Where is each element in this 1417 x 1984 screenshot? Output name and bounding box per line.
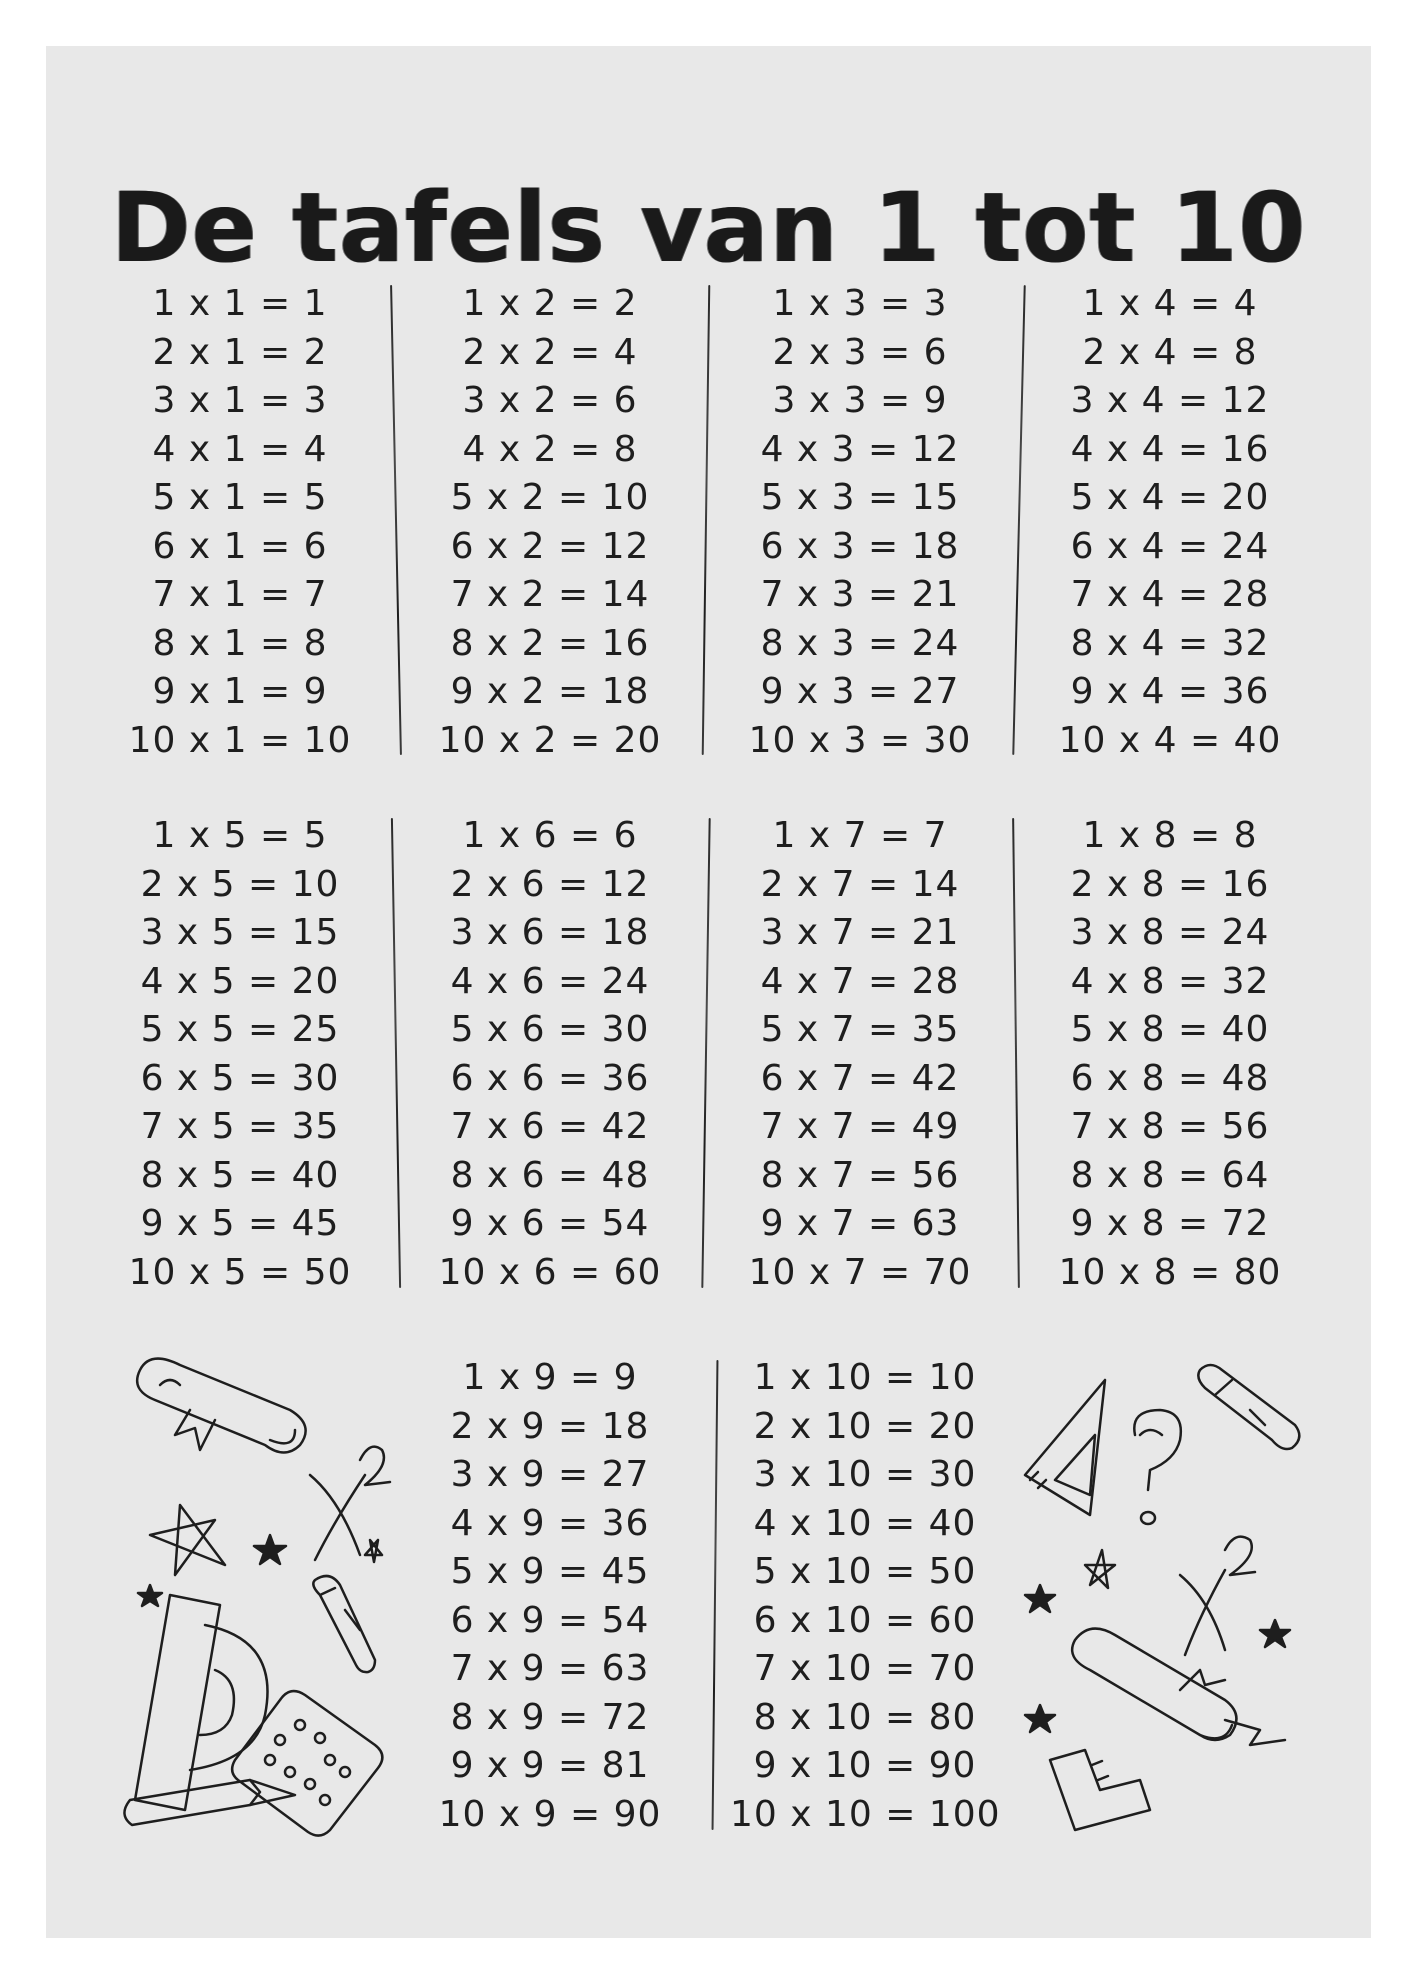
table-row: 1 x 7 = 7 — [772, 815, 948, 856]
table-row: 7 x 2 = 14 — [450, 574, 650, 615]
table-6 — [420, 812, 680, 1297]
table-row: 10 x 2 = 20 — [438, 719, 662, 761]
table-row: 9 x 1 = 9 — [152, 671, 328, 712]
set-square-icon — [1025, 1380, 1105, 1515]
table-row: 4 x 1 = 4 — [152, 428, 328, 470]
x-squared-icon — [1180, 1537, 1255, 1655]
table-row: 5 x 2 = 10 — [450, 477, 650, 518]
table-row: 3 x 6 = 18 — [450, 912, 650, 953]
table-row: 7 x 4 = 28 — [1070, 574, 1270, 615]
table-row: 4 x 5 = 20 — [140, 960, 340, 1002]
table-row: 4 x 3 = 12 — [760, 428, 960, 470]
table-row: 7 x 3 = 21 — [760, 574, 960, 615]
pen-icon — [1198, 1365, 1299, 1449]
table-row: 10 x 9 = 90 — [438, 1793, 662, 1835]
table-row: 1 x 6 = 6 — [462, 815, 638, 856]
table-row: 4 x 9 = 36 — [450, 1502, 650, 1544]
table-row: 5 x 3 = 15 — [760, 477, 960, 518]
table-row: 4 x 4 = 16 — [1070, 428, 1270, 470]
table-row: 2 x 9 = 18 — [450, 1405, 650, 1447]
scroll-icon — [1072, 1629, 1285, 1745]
table-row: 6 x 3 = 18 — [760, 525, 960, 567]
table-8 — [1040, 812, 1300, 1297]
table-row: 1 x 2 = 2 — [462, 283, 638, 324]
table-row: 8 x 9 = 72 — [450, 1696, 650, 1738]
ruler-icon — [1050, 1750, 1150, 1830]
table-row: 7 x 8 = 56 — [1070, 1106, 1270, 1147]
table-row: 6 x 6 = 36 — [450, 1057, 650, 1099]
table-row: 2 x 7 = 14 — [760, 863, 960, 905]
table-row: 6 x 10 = 60 — [753, 1599, 977, 1641]
table-1 — [110, 280, 370, 765]
table-row: 10 x 10 = 100 — [730, 1793, 1001, 1835]
table-row: 3 x 9 = 27 — [450, 1454, 650, 1495]
table-row: 3 x 2 = 6 — [462, 380, 638, 421]
table-row: 10 x 1 = 10 — [128, 719, 352, 761]
table-row: 6 x 5 = 30 — [140, 1057, 340, 1099]
table-row: 7 x 5 = 35 — [140, 1106, 340, 1147]
table-row: 6 x 9 = 54 — [450, 1599, 650, 1641]
table-row: 1 x 9 = 9 — [462, 1357, 638, 1398]
table-row: 5 x 9 = 45 — [450, 1551, 650, 1592]
table-row: 10 x 6 = 60 — [438, 1251, 662, 1293]
table-row: 9 x 2 = 18 — [450, 671, 650, 712]
table-row: 10 x 8 = 80 — [1058, 1251, 1282, 1293]
table-row: 8 x 7 = 56 — [760, 1154, 960, 1196]
table-row: 1 x 8 = 8 — [1082, 815, 1258, 856]
table-row: 4 x 8 = 32 — [1070, 960, 1270, 1002]
table-row: 7 x 1 = 7 — [152, 574, 328, 615]
table-row: 7 x 10 = 70 — [753, 1648, 977, 1689]
table-row: 6 x 1 = 6 — [152, 525, 328, 567]
table-row: 3 x 7 = 21 — [760, 912, 960, 953]
table-row: 3 x 1 = 3 — [152, 380, 328, 421]
scroll-icon — [137, 1359, 305, 1453]
table-row: 3 x 4 = 12 — [1070, 380, 1270, 421]
star-outline-icon — [1085, 1550, 1115, 1588]
table-row: 6 x 4 = 24 — [1070, 525, 1270, 567]
page-title: De tafels van 1 tot 10 — [110, 172, 1307, 284]
table-row: 1 x 1 = 1 — [152, 283, 328, 324]
doodles-left — [120, 1340, 420, 1840]
table-row: 7 x 9 = 63 — [450, 1648, 650, 1689]
table-row: 8 x 10 = 80 — [753, 1696, 977, 1738]
table-row: 3 x 3 = 9 — [772, 380, 948, 421]
calculator-icon — [232, 1691, 382, 1836]
table-row: 9 x 6 = 54 — [450, 1203, 650, 1244]
star-outline-icon — [150, 1505, 225, 1575]
table-row: 5 x 8 = 40 — [1070, 1009, 1270, 1050]
table-row: 9 x 5 = 45 — [140, 1203, 340, 1244]
table-row: 5 x 4 = 20 — [1070, 477, 1270, 518]
table-9 — [420, 1354, 680, 1839]
table-row: 9 x 4 = 36 — [1070, 671, 1270, 712]
star-outline-icon — [365, 1540, 382, 1562]
table-row: 3 x 10 = 30 — [753, 1454, 977, 1495]
table-row: 4 x 7 = 28 — [760, 960, 960, 1002]
table-row: 2 x 5 = 10 — [140, 863, 340, 905]
table-row: 1 x 4 = 4 — [1082, 283, 1258, 324]
table-3 — [730, 280, 990, 765]
table-7 — [730, 812, 990, 1297]
table-row: 6 x 8 = 48 — [1070, 1057, 1270, 1099]
table-row: 5 x 10 = 50 — [753, 1551, 977, 1592]
question-mark-icon — [1134, 1410, 1181, 1524]
table-row: 9 x 7 = 63 — [760, 1203, 960, 1244]
table-row: 10 x 4 = 40 — [1058, 719, 1282, 761]
table-2 — [420, 280, 680, 765]
table-row: 6 x 2 = 12 — [450, 525, 650, 567]
table-row: 1 x 5 = 5 — [152, 815, 328, 856]
table-row: 8 x 6 = 48 — [450, 1154, 650, 1196]
table-row: 8 x 5 = 40 — [140, 1154, 340, 1196]
table-row: 2 x 4 = 8 — [1082, 331, 1258, 373]
table-row: 9 x 3 = 27 — [760, 671, 960, 712]
table-row: 4 x 2 = 8 — [462, 428, 638, 470]
table-row: 8 x 2 = 16 — [450, 622, 650, 664]
table-row: 9 x 8 = 72 — [1070, 1203, 1270, 1244]
table-row: 8 x 1 = 8 — [152, 622, 328, 664]
table-row: 10 x 5 = 50 — [128, 1251, 352, 1293]
table-row: 8 x 4 = 32 — [1070, 622, 1270, 664]
pen-icon — [313, 1576, 375, 1672]
table-row: 10 x 3 = 30 — [748, 719, 972, 761]
table-row: 2 x 2 = 4 — [462, 331, 638, 373]
table-row: 10 x 7 = 70 — [748, 1251, 972, 1293]
table-row: 2 x 6 = 12 — [450, 863, 650, 905]
protractor-icon — [135, 1595, 268, 1810]
table-row: 9 x 9 = 81 — [450, 1745, 650, 1786]
table-5 — [110, 812, 370, 1297]
table-row: 2 x 3 = 6 — [772, 331, 948, 373]
table-row: 4 x 6 = 24 — [450, 960, 650, 1002]
table-row: 5 x 7 = 35 — [760, 1009, 960, 1050]
table-row: 7 x 7 = 49 — [760, 1106, 960, 1147]
table-row: 3 x 5 = 15 — [140, 912, 340, 953]
table-4 — [1040, 280, 1300, 765]
table-row: 2 x 1 = 2 — [152, 331, 328, 373]
table-row: 7 x 6 = 42 — [450, 1106, 650, 1147]
table-row: 1 x 3 = 3 — [772, 283, 948, 324]
doodles-right — [1010, 1340, 1310, 1840]
table-row: 6 x 7 = 42 — [760, 1057, 960, 1099]
table-row: 3 x 8 = 24 — [1070, 912, 1270, 953]
table-10 — [730, 1354, 1000, 1839]
table-row: 5 x 1 = 5 — [152, 477, 328, 518]
table-row: 1 x 10 = 10 — [753, 1357, 977, 1398]
table-row: 4 x 10 = 40 — [753, 1502, 977, 1544]
table-row: 8 x 8 = 64 — [1070, 1154, 1270, 1196]
table-row: 2 x 8 = 16 — [1070, 863, 1270, 905]
table-row: 5 x 5 = 25 — [140, 1009, 340, 1050]
table-row: 5 x 6 = 30 — [450, 1009, 650, 1050]
table-row: 8 x 3 = 24 — [760, 622, 960, 664]
table-row: 2 x 10 = 20 — [753, 1405, 977, 1447]
table-row: 9 x 10 = 90 — [753, 1745, 977, 1786]
